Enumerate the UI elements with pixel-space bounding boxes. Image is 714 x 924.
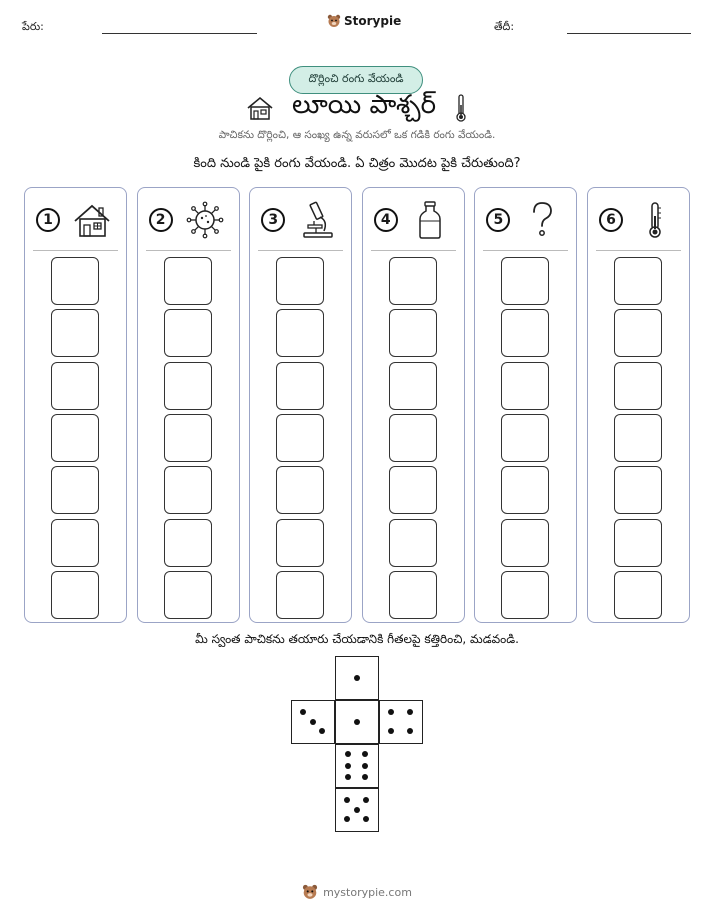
column-divider — [146, 250, 231, 251]
color-cell[interactable] — [164, 414, 212, 462]
title-row — [0, 90, 714, 126]
die-pip — [362, 763, 368, 769]
color-cell[interactable] — [389, 571, 437, 619]
dice-column-6 — [587, 187, 690, 623]
die-face-4 — [379, 700, 423, 744]
color-cell[interactable] — [164, 362, 212, 410]
dice-column-5 — [474, 187, 577, 623]
column-number: 4 — [374, 208, 398, 232]
column-divider — [596, 250, 681, 251]
color-cell[interactable] — [389, 414, 437, 462]
name-line — [102, 33, 257, 34]
die-pip — [345, 763, 351, 769]
color-cell[interactable] — [389, 257, 437, 305]
die-face-3 — [291, 700, 335, 744]
color-cell[interactable] — [164, 466, 212, 514]
color-cell[interactable] — [276, 466, 324, 514]
storypie-logo — [327, 14, 401, 28]
die-face-6 — [335, 744, 379, 788]
color-cell[interactable] — [614, 309, 662, 357]
question-mark-icon — [521, 199, 563, 241]
color-cell[interactable] — [164, 257, 212, 305]
column-divider — [483, 250, 568, 251]
color-cell[interactable] — [614, 257, 662, 305]
color-cell[interactable] — [51, 519, 99, 567]
color-cell[interactable] — [501, 257, 549, 305]
date-label: తేదీ: — [494, 20, 515, 33]
color-cell[interactable] — [389, 466, 437, 514]
column-header — [363, 188, 464, 250]
die-pip — [388, 709, 394, 715]
column-header — [138, 188, 239, 250]
bear-icon — [327, 14, 341, 28]
color-cell[interactable] — [501, 309, 549, 357]
cut-fold-instruction: మీ స్వంత పాచికను తయారు చేయడానికి గీతలపై కత్తిరించి, మడవండి. — [195, 632, 519, 646]
die-pip — [344, 797, 350, 803]
footer-url: mystorypie.com — [323, 885, 412, 899]
bear-icon — [302, 884, 318, 900]
color-cell[interactable] — [614, 571, 662, 619]
color-cell[interactable] — [51, 362, 99, 410]
dice-column-2 — [137, 187, 240, 623]
column-divider — [33, 250, 118, 251]
die-pip — [310, 719, 316, 725]
milk-bottle-icon — [409, 199, 451, 241]
dice-column-4 — [362, 187, 465, 623]
name-label: పేరు: — [22, 20, 44, 33]
color-cell[interactable] — [276, 309, 324, 357]
color-cell[interactable] — [389, 362, 437, 410]
logo-text: Storypie — [344, 14, 402, 28]
coloring-instruction: కింది నుండి పైకి రంగు వేయండి. ఏ చిత్రం మొదట పైకి చేరుతుంది? — [193, 156, 521, 171]
die-pip — [363, 797, 369, 803]
die-face-1 — [335, 656, 379, 700]
die-pip — [344, 816, 350, 822]
worksheet-header — [0, 14, 714, 38]
die-pip — [363, 816, 369, 822]
color-cell[interactable] — [51, 414, 99, 462]
color-cell[interactable] — [164, 571, 212, 619]
die-pip — [354, 807, 360, 813]
column-divider — [371, 250, 456, 251]
color-cell[interactable] — [389, 519, 437, 567]
column-number: 5 — [486, 208, 510, 232]
color-cell[interactable] — [501, 362, 549, 410]
dice-column-3 — [249, 187, 352, 623]
color-cell[interactable] — [614, 414, 662, 462]
die-pip — [362, 774, 368, 780]
color-cell[interactable] — [164, 519, 212, 567]
die-pip — [345, 774, 351, 780]
die-face-1 — [335, 700, 379, 744]
worksheet-subtitle: పాచికను దొర్లించి, ఆ సంఖ్య ఉన్న వరుసలో ఒక గడికి రంగు వేయండి. — [218, 129, 496, 141]
dice-column-1 — [24, 187, 127, 623]
die-pip — [354, 719, 360, 725]
die-pip — [319, 728, 325, 734]
column-number: 2 — [149, 208, 173, 232]
die-pip — [345, 751, 351, 757]
house-icon — [71, 199, 113, 241]
color-cell[interactable] — [51, 466, 99, 514]
die-pip — [300, 709, 306, 715]
color-cell[interactable] — [614, 519, 662, 567]
color-cell[interactable] — [276, 571, 324, 619]
worksheet-title: లూయి పాశ్చర్ — [291, 90, 437, 120]
color-cell[interactable] — [501, 466, 549, 514]
color-cell[interactable] — [276, 257, 324, 305]
footer — [0, 884, 714, 900]
column-number: 1 — [36, 208, 60, 232]
thermometer-icon — [634, 199, 676, 241]
thermometer-icon — [454, 93, 468, 123]
roll-and-color-badge: దొర్లించి రంగు వేయండి — [289, 66, 423, 94]
color-cell[interactable] — [276, 519, 324, 567]
column-header — [250, 188, 351, 250]
virus-icon — [184, 199, 226, 241]
color-cell[interactable] — [51, 257, 99, 305]
column-header — [25, 188, 126, 250]
color-cell[interactable] — [51, 309, 99, 357]
die-pip — [362, 751, 368, 757]
die-pip — [407, 709, 413, 715]
color-cell[interactable] — [164, 309, 212, 357]
column-number: 3 — [261, 208, 285, 232]
die-face-5 — [335, 788, 379, 832]
die-pip — [388, 728, 394, 734]
color-cell[interactable] — [501, 571, 549, 619]
column-header — [475, 188, 576, 250]
color-cell[interactable] — [389, 309, 437, 357]
die-pip — [354, 675, 360, 681]
color-cell[interactable] — [614, 362, 662, 410]
column-divider — [258, 250, 343, 251]
color-cell[interactable] — [276, 362, 324, 410]
column-number: 6 — [599, 208, 623, 232]
color-cell[interactable] — [501, 519, 549, 567]
dice-columns — [24, 187, 690, 623]
color-cell[interactable] — [51, 571, 99, 619]
die-pip — [407, 728, 413, 734]
microscope-icon — [296, 199, 338, 241]
color-cell[interactable] — [501, 414, 549, 462]
house-icon — [246, 95, 274, 121]
color-cell[interactable] — [276, 414, 324, 462]
date-line — [567, 33, 691, 34]
color-cell[interactable] — [614, 466, 662, 514]
column-header — [588, 188, 689, 250]
